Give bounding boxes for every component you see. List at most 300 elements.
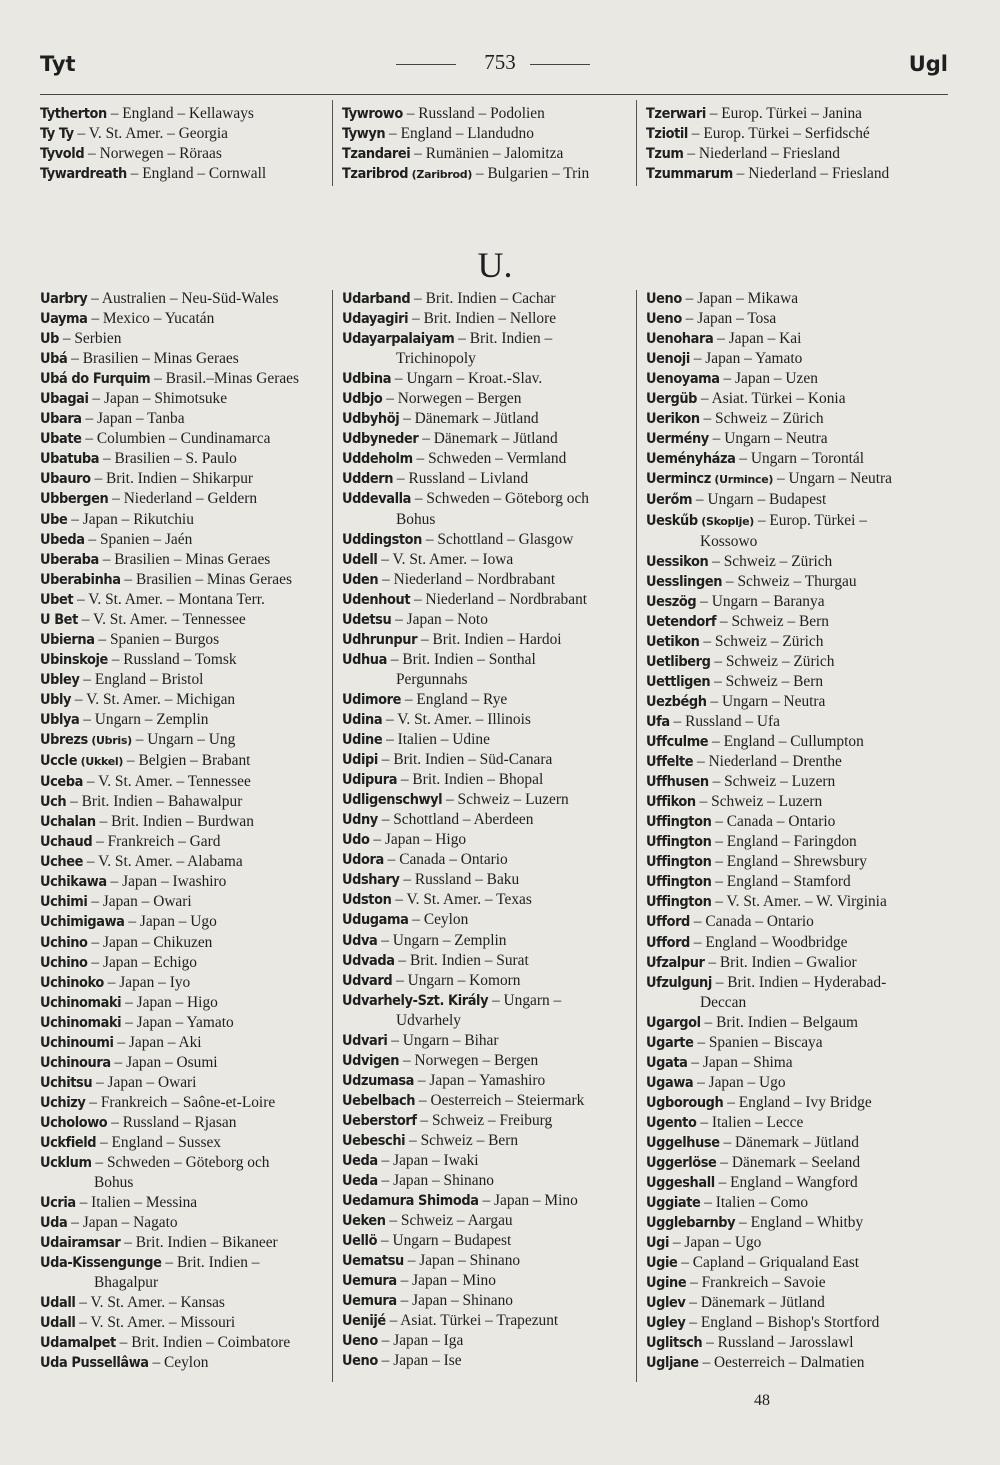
place-name: Uffington xyxy=(646,814,712,831)
place-location: – Japan – Iwaki xyxy=(377,1152,479,1170)
place-location: – Ungarn – Zemplin xyxy=(377,931,507,949)
gazetteer-entry xyxy=(40,469,299,489)
place-location: – Russland – Livland xyxy=(393,470,529,488)
gazetteer-entry xyxy=(342,530,589,550)
gazetteer-entry xyxy=(40,1073,299,1093)
gazetteer-entry xyxy=(646,552,892,572)
footer-sheet-number: 48 xyxy=(754,1392,770,1409)
gazetteer-entry xyxy=(342,590,589,610)
gazetteer-entry xyxy=(646,1093,892,1113)
place-location: – Dänemark – Jütland xyxy=(685,1294,825,1312)
gazetteer-entry xyxy=(342,1111,589,1131)
gazetteer-entry xyxy=(342,870,589,890)
gazetteer-entry xyxy=(342,830,589,850)
place-name: Uerikon xyxy=(646,411,700,428)
place-location: – V. St. Amer. – Tennessee xyxy=(77,610,246,628)
gazetteer-entry xyxy=(646,912,892,932)
alternate-name: (Ukkel) xyxy=(77,755,124,769)
place-location: – Australien – Neu-Süd-Wales xyxy=(87,290,279,307)
place-location: – England – Rye xyxy=(400,690,508,708)
place-name: Ubagai xyxy=(40,391,89,408)
gazetteer-entry xyxy=(40,1233,299,1253)
gazetteer-entry xyxy=(646,289,892,309)
place-name: Ubley xyxy=(40,671,80,688)
place-name: Ugglebarnby xyxy=(646,1215,736,1232)
gazetteer-entry xyxy=(40,1013,299,1033)
place-location: – Dänemark – Jütland xyxy=(399,410,539,428)
gazetteer-entry xyxy=(40,912,299,932)
gazetteer-entry xyxy=(342,144,589,164)
gazetteer-entry xyxy=(40,730,299,751)
place-name: Ugley xyxy=(646,1315,686,1332)
place-location: – Norwegen – Röraas xyxy=(84,145,222,163)
gazetteer-entry xyxy=(40,489,299,509)
place-location: – Schweiz – Luzern xyxy=(695,793,823,811)
gazetteer-entry xyxy=(40,369,299,389)
place-name: Udine xyxy=(342,732,383,749)
place-name: Ubá xyxy=(40,351,68,368)
place-location: – V. St. Amer. – Montana Terr. xyxy=(73,590,265,608)
gazetteer-entry xyxy=(646,1333,892,1353)
place-name: Uchimigawa xyxy=(40,914,125,931)
place-name: Uettligen xyxy=(646,673,711,690)
gazetteer-entry xyxy=(646,732,892,752)
gazetteer-entry xyxy=(646,933,892,953)
gazetteer-entry xyxy=(40,772,299,792)
gazetteer-entry xyxy=(40,1293,299,1313)
place-name: Ugborough xyxy=(646,1094,724,1111)
place-name: Udbyhöj xyxy=(342,411,400,428)
place-name: Ugi xyxy=(646,1235,670,1252)
gazetteer-entry xyxy=(342,1291,589,1311)
place-location: – Schweiz – Aargau xyxy=(385,1212,513,1230)
place-location: – England – Ivy Bridge xyxy=(723,1093,872,1111)
place-name: Ugawa xyxy=(646,1074,694,1091)
place-location: – V. St. Amer. – Tennessee xyxy=(82,773,251,791)
place-name: Uggelhuse xyxy=(646,1134,720,1151)
place-name: Uchikawa xyxy=(40,874,107,891)
place-location: – Japan – Tanba xyxy=(81,410,185,428)
place-location: – Japan – Yamato xyxy=(689,350,803,368)
place-name: Uccle xyxy=(40,753,78,770)
place-location: – England – Llandudno xyxy=(385,125,534,143)
gazetteer-entry xyxy=(40,550,299,570)
place-location: – Brit. Indien – Gwalior xyxy=(704,953,857,971)
place-location: – Dänemark – Seeland xyxy=(716,1154,861,1172)
place-location: – Belgien – Brabant xyxy=(123,752,251,770)
place-name: Ty Ty xyxy=(40,126,74,143)
gazetteer-entry xyxy=(40,933,299,953)
place-name: Udvada xyxy=(342,952,395,969)
gazetteer-entry xyxy=(342,124,589,144)
place-location: – Brasilien – Minas Geraes xyxy=(98,550,271,568)
place-name: Uellö xyxy=(342,1233,378,1250)
place-location: – Dänemark – Jütland xyxy=(418,430,558,448)
place-location: – Niederland – Friesland xyxy=(732,165,890,183)
place-name: Tzummarum xyxy=(646,166,733,183)
place-name: Udbyneder xyxy=(342,431,419,448)
place-name: Udell xyxy=(342,551,378,568)
gazetteer-entry xyxy=(342,810,589,830)
place-location: – Japan – Yamato xyxy=(121,1013,234,1031)
place-location: – Schottland – Glasgow xyxy=(421,530,574,548)
gazetteer-entry xyxy=(40,1253,299,1293)
gazetteer-entry xyxy=(40,570,299,590)
gazetteer-entry xyxy=(646,309,892,329)
place-location: – Japan – Higo xyxy=(369,831,467,849)
place-name: Uenoyama xyxy=(646,371,720,388)
place-location: – Spanien – Biscaya xyxy=(693,1033,823,1051)
gazetteer-entry xyxy=(342,1191,589,1211)
place-name: Uchino xyxy=(40,934,88,951)
gazetteer-entry xyxy=(342,389,589,409)
place-location: – Japan – Iyo xyxy=(103,973,191,991)
gazetteer-entry xyxy=(646,973,892,1013)
gazetteer-entry xyxy=(646,1073,892,1093)
place-name: Udhrunpur xyxy=(342,631,418,648)
place-name: Uchizy xyxy=(40,1094,86,1111)
place-name: Uggiate xyxy=(646,1195,701,1212)
place-name: Uchinoumi xyxy=(40,1034,114,1051)
header-right-keyword: Ugl xyxy=(908,52,948,76)
gazetteer-entry xyxy=(40,1093,299,1113)
place-name: Udugama xyxy=(342,912,409,929)
place-location: – Brit. Indien – Bhopal xyxy=(397,771,544,789)
place-name: Ufford xyxy=(646,934,690,951)
place-location: – Russland – Podolien xyxy=(402,105,545,122)
place-name: Udbina xyxy=(342,371,392,388)
place-location: – V. St. Amer. – Iowa xyxy=(377,550,514,568)
gazetteer-entry xyxy=(646,792,892,812)
place-location: – Norwegen – Bergen xyxy=(399,1051,539,1069)
gazetteer-entry xyxy=(342,1351,589,1371)
place-name: Tywyn xyxy=(342,126,386,143)
place-location: – Frankreich – Savoie xyxy=(686,1274,826,1292)
gazetteer-entry xyxy=(40,812,299,832)
place-name: Uda xyxy=(40,1215,68,1232)
place-location: – Japan – Tosa xyxy=(681,310,777,328)
gazetteer-entry xyxy=(646,124,889,144)
main-column-2 xyxy=(342,289,589,1372)
place-location: – Japan – Shimotsuke xyxy=(88,390,228,408)
place-location: – Ungarn – Kroat.-Slav. xyxy=(391,370,543,388)
gazetteer-entry xyxy=(342,1171,589,1191)
place-name: Uda-Kissengunge xyxy=(40,1255,162,1272)
place-location: – Japan – Uzen xyxy=(719,370,818,388)
gazetteer-entry xyxy=(40,710,299,730)
place-name: Ueno xyxy=(342,1333,378,1350)
gazetteer-entry xyxy=(342,409,589,429)
place-location: – Japan – Echigo xyxy=(87,953,197,971)
place-name: Uemura xyxy=(342,1293,397,1310)
alternate-name: (Ubris) xyxy=(87,734,132,748)
place-location: – Russland – Jarosslawl xyxy=(702,1334,854,1352)
place-name: Uden xyxy=(342,571,379,588)
gazetteer-entry xyxy=(342,850,589,870)
place-location-continuation: Trichinopoly xyxy=(396,350,476,368)
place-location: – Japan – Yamashiro xyxy=(414,1071,546,1089)
place-location: – Japan – Mikawa xyxy=(681,290,799,307)
place-name: Uffculme xyxy=(646,734,709,751)
place-name: Ueken xyxy=(342,1213,386,1230)
place-location: – Japan – Noto xyxy=(391,610,488,628)
place-location: – Brit. Indien – Bikaneer xyxy=(120,1234,278,1252)
place-name: Tywardreath xyxy=(40,166,127,183)
gazetteer-entry xyxy=(342,1251,589,1271)
place-location: – Europ. Türkei – xyxy=(753,511,867,529)
gazetteer-entry xyxy=(40,510,299,530)
place-location: – England – Whitby xyxy=(735,1214,864,1232)
place-location: – Niederland – Geldern xyxy=(108,490,258,508)
gazetteer-entry xyxy=(646,632,892,652)
gazetteer-entry xyxy=(342,710,589,730)
place-name: Ueményháza xyxy=(646,451,736,468)
gazetteer-entry xyxy=(342,329,589,369)
place-name: Uchimi xyxy=(40,894,88,911)
gazetteer-entry xyxy=(40,349,299,369)
gazetteer-entry xyxy=(342,730,589,750)
place-name: Uberabinha xyxy=(40,571,121,588)
place-name: Ubauro xyxy=(40,471,91,488)
place-location: – England – Cornwall xyxy=(126,165,267,183)
gazetteer-entry xyxy=(342,690,589,710)
place-name: Uedamura Shimoda xyxy=(342,1193,479,1210)
place-name: Ugine xyxy=(646,1275,687,1292)
place-location: – Schweden – Vermland xyxy=(412,450,567,468)
place-location: – Ungarn – Ung xyxy=(131,731,236,749)
place-location: – Asiat. Türkei – Trapezunt xyxy=(385,1312,559,1330)
place-name: Udbjo xyxy=(342,391,383,408)
place-name: Udvari xyxy=(342,1032,388,1049)
place-name: Udston xyxy=(342,892,392,909)
place-name: Udairamsar xyxy=(40,1235,121,1252)
place-name: Uffelte xyxy=(646,754,694,771)
gazetteer-entry xyxy=(40,953,299,973)
place-location: – Japan – Nagato xyxy=(67,1214,178,1232)
place-location: – Mexico – Yucatán xyxy=(87,310,215,328)
place-location: – Schweden – Göteborg och xyxy=(91,1154,270,1172)
gazetteer-entry xyxy=(40,530,299,550)
place-name: Ub xyxy=(40,331,59,348)
place-name: Tywrowo xyxy=(342,106,403,122)
place-location: – Japan – Rikutchiu xyxy=(67,510,194,528)
place-name: Ueszög xyxy=(646,593,697,610)
place-name: Uglitsch xyxy=(646,1335,703,1352)
place-name: Tziotil xyxy=(646,126,688,143)
place-location-continuation: Udvarhely xyxy=(396,1011,461,1029)
place-location: – Japan – Higo xyxy=(121,993,218,1011)
place-location: – Ungarn – Bihar xyxy=(387,1031,499,1049)
gazetteer-entry xyxy=(646,1313,892,1333)
gazetteer-entry xyxy=(40,650,299,670)
place-location: – Ungarn – Zemplin xyxy=(79,710,209,728)
place-location-continuation: Pergunnahs xyxy=(396,670,468,688)
gazetteer-entry xyxy=(646,1253,892,1273)
main-column-1 xyxy=(40,289,299,1374)
place-location: – V. St. Amer. – W. Virginia xyxy=(711,893,887,911)
gazetteer-entry xyxy=(40,832,299,852)
place-location: – England – Woodbridge xyxy=(689,933,848,951)
place-name: Uchinoura xyxy=(40,1054,111,1071)
place-name: Uetikon xyxy=(646,633,700,650)
place-location: – Brasilien – Minas Geraes xyxy=(67,350,239,368)
place-name: Udall xyxy=(40,1315,76,1332)
place-location: – Japan – Ise xyxy=(377,1352,462,1370)
header-rule xyxy=(40,94,948,95)
place-name: Uchinomaki xyxy=(40,1014,122,1031)
place-location: – Ungarn – Baranya xyxy=(696,592,825,610)
gazetteer-entry xyxy=(646,449,892,469)
place-location: – Schweiz – Zürich xyxy=(710,652,835,670)
gazetteer-entry xyxy=(342,910,589,930)
place-location: – Brit. Indien – Belgaum xyxy=(700,1013,859,1031)
gazetteer-entry xyxy=(40,690,299,710)
gazetteer-entry xyxy=(40,409,299,429)
place-name: Uessikon xyxy=(646,553,709,570)
column-divider xyxy=(636,290,637,1382)
gazetteer-entry xyxy=(342,971,589,991)
place-location: – Frankreich – Saône-et-Loire xyxy=(85,1093,276,1111)
place-location: – Japan – Osumi xyxy=(110,1053,218,1071)
place-location: – Schweiz – Zürich xyxy=(699,410,824,428)
place-name: Uezbégh xyxy=(646,693,707,710)
place-name: Uetliberg xyxy=(646,653,711,670)
place-name: Tzandarei xyxy=(342,146,411,163)
place-location: – Russland – Tomsk xyxy=(107,650,237,668)
gazetteer-entry xyxy=(40,1153,299,1193)
gazetteer-entry xyxy=(646,832,892,852)
place-location: – Brit. Indien – Nellore xyxy=(408,310,557,328)
gazetteer-entry xyxy=(342,550,589,570)
place-location: – Japan – Mino xyxy=(396,1272,496,1290)
place-location: – Canada – Ontario xyxy=(689,913,814,931)
place-name: Ubrezs xyxy=(40,732,88,749)
place-name: Udenhout xyxy=(342,591,411,608)
place-name: Uda Pussellâwa xyxy=(40,1355,149,1372)
place-location: – Capland – Griqualand East xyxy=(677,1254,860,1272)
place-name: U Bet xyxy=(40,611,78,628)
place-location: – V. St. Amer. – Alabama xyxy=(82,853,243,871)
place-name: Uchee xyxy=(40,854,83,871)
gazetteer-entry xyxy=(40,124,266,144)
gazetteer-entry xyxy=(646,144,889,164)
place-location: – V. St. Amer. – Kansas xyxy=(75,1294,225,1312)
place-name: Uemura xyxy=(342,1273,397,1290)
place-location: – Japan – Kai xyxy=(713,330,802,348)
place-location: – Russland – Rjasan xyxy=(107,1113,237,1131)
place-name: Uffington xyxy=(646,894,712,911)
place-location: – Schweiz – Bern xyxy=(716,612,829,630)
alternate-name: (Urmince) xyxy=(710,473,774,487)
gazetteer-entry xyxy=(646,1013,892,1033)
place-location: – Brit. Indien – Hyderabad- xyxy=(711,973,887,991)
place-location: – Spanien – Jaén xyxy=(84,530,193,548)
gazetteer-entry xyxy=(40,1333,299,1353)
gazetteer-entry xyxy=(342,610,589,630)
gazetteer-entry xyxy=(646,852,892,872)
place-location: – Schweiz – Zürich xyxy=(699,632,824,650)
place-name: Uetendorf xyxy=(646,613,717,630)
gazetteer-entry xyxy=(342,1051,589,1071)
place-location: – Brasilien – S. Paulo xyxy=(99,450,237,468)
place-location: – Brit. Indien – Burdwan xyxy=(95,813,254,831)
place-location: – Niederland – Nordbrabant xyxy=(378,570,556,588)
place-name: Ueda xyxy=(342,1153,378,1170)
gazetteer-entry xyxy=(342,1271,589,1291)
place-name: Ugljane xyxy=(646,1355,699,1372)
place-location: – Ungarn – Neutra xyxy=(708,430,828,448)
gazetteer-entry xyxy=(342,489,589,529)
place-location: – Brit. Indien – Hardoi xyxy=(417,630,562,648)
place-name: Ubá do Furquim xyxy=(40,371,151,388)
place-location: – Japan – Ugo xyxy=(693,1073,786,1091)
place-name: Uffington xyxy=(646,834,712,851)
gazetteer-entry xyxy=(40,751,299,772)
gazetteer-entry xyxy=(646,1353,892,1373)
gazetteer-entry xyxy=(342,931,589,951)
place-name: Udvarhely-Szt. Király xyxy=(342,992,489,1009)
place-location: – Brasilien – Minas Geraes xyxy=(120,570,292,588)
gazetteer-entry xyxy=(342,790,589,810)
place-name: Ublya xyxy=(40,711,80,728)
place-name: Ueskűb xyxy=(646,512,698,529)
place-name: Uergüb xyxy=(646,391,698,408)
gazetteer-entry xyxy=(646,409,892,429)
gazetteer-entry xyxy=(646,1033,892,1053)
place-location: – Dänemark – Jütland xyxy=(719,1133,859,1151)
place-name: Uenijé xyxy=(342,1313,386,1330)
place-name: Udligenschwyl xyxy=(342,792,443,809)
place-location: – Canada – Ontario xyxy=(711,813,836,831)
gazetteer-entry xyxy=(342,369,589,389)
place-name: Tzum xyxy=(646,146,684,163)
place-location: – Schweiz – Bern xyxy=(405,1131,519,1149)
place-location: – Brit. Indien – Süd-Canara xyxy=(377,751,553,769)
place-name: Udipura xyxy=(342,772,398,789)
place-name: Ucholowo xyxy=(40,1114,108,1131)
gazetteer-entry xyxy=(646,349,892,369)
place-name: Udina xyxy=(342,711,383,728)
gazetteer-entry xyxy=(646,1193,892,1213)
place-location: – Ungarn – xyxy=(488,991,562,1009)
gazetteer-entry xyxy=(40,993,299,1013)
place-location: – Italien – Lecce xyxy=(696,1113,804,1131)
place-name: Ucria xyxy=(40,1195,76,1212)
place-name: Ugie xyxy=(646,1255,678,1272)
gazetteer-entry xyxy=(342,289,589,309)
place-location: – Schweiz – Thurgau xyxy=(722,572,857,590)
gazetteer-entry xyxy=(40,792,299,812)
gazetteer-entry xyxy=(342,449,589,469)
place-location: – Europ. Türkei – Serfidsché xyxy=(687,125,870,143)
place-location: – Russland – Ufa xyxy=(669,712,780,730)
place-location: – Japan – Aki xyxy=(113,1033,202,1051)
column-divider xyxy=(332,290,333,1382)
gazetteer-entry xyxy=(40,852,299,872)
place-name: Ubbergen xyxy=(40,491,109,508)
gazetteer-entry xyxy=(342,1331,589,1351)
place-name: Udarband xyxy=(342,291,411,307)
gazetteer-entry xyxy=(646,572,892,592)
gazetteer-entry xyxy=(646,429,892,449)
place-location: – Oesterreich – Steiermark xyxy=(415,1091,585,1109)
place-name: Uberaba xyxy=(40,551,99,568)
place-location: – England – Faringdon xyxy=(711,833,857,851)
place-location: – Schweiz – Bern xyxy=(710,672,824,690)
place-location: – Canada – Ontario xyxy=(383,851,508,869)
place-location: – Japan – Chikuzen xyxy=(87,933,213,951)
gazetteer-entry xyxy=(342,429,589,449)
